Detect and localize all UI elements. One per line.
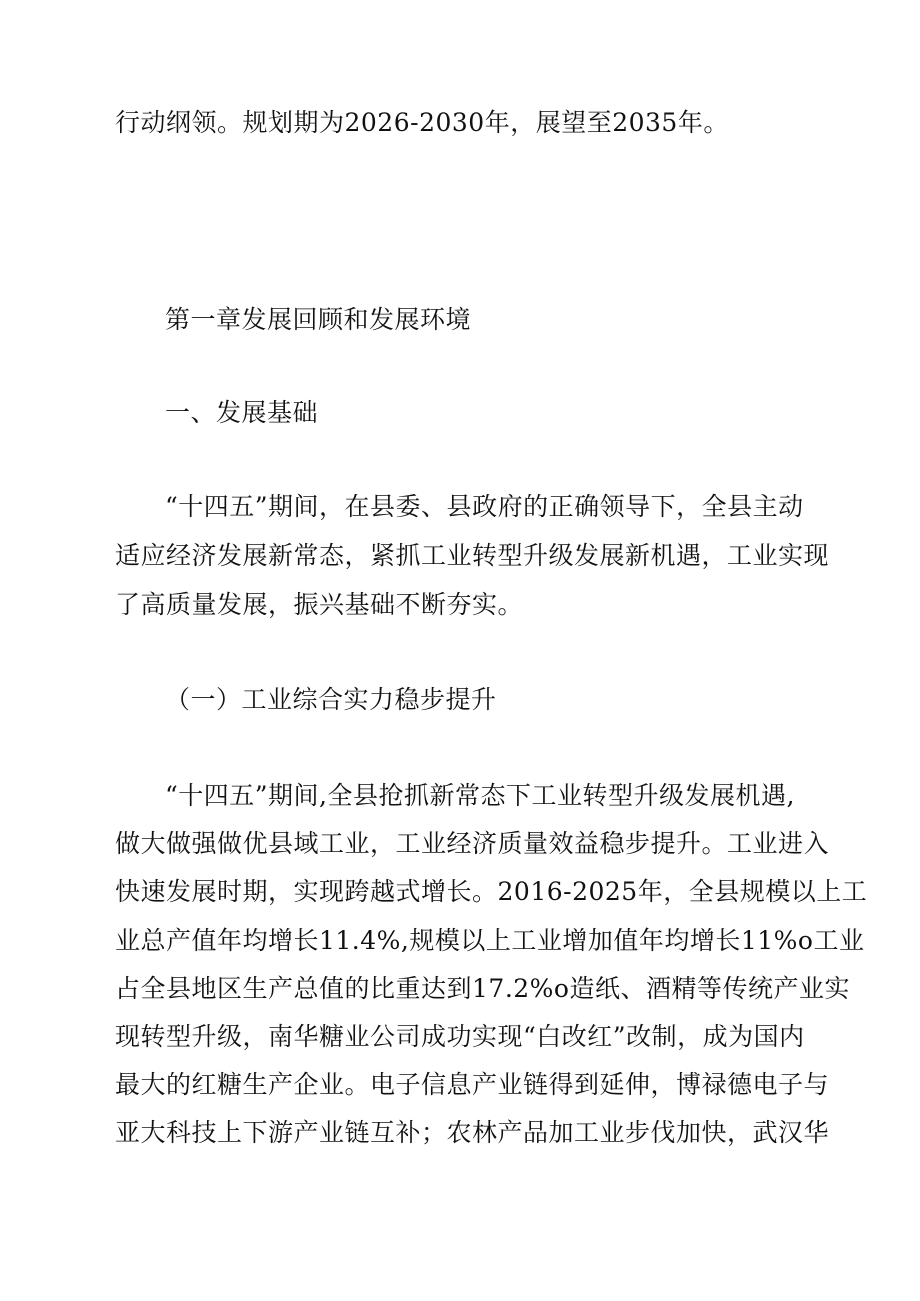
- paragraph-2-line: 做大做强做优县域工业，工业经济质量效益稳步提升。工业进入: [115, 829, 830, 858]
- paragraph-2-line: 业总产值年均增长11.4%,规模以上工业增加值年均增长11%o工业: [115, 926, 865, 955]
- paragraph-2-line: 现转型升级，南华糖业公司成功实现“白改红”改制，成为国内: [115, 1022, 805, 1051]
- subsection-title: （一）工业综合实力稳步提升: [165, 685, 497, 714]
- paragraph-2-line: 最大的红糖生产企业。电子信息产业链得到延伸，博禄德电子与: [115, 1070, 830, 1099]
- paragraph-2-line: 亚大科技上下游产业链互补；农林产品加工业步伐加快，武汉华: [115, 1118, 830, 1147]
- chapter-title: 第一章发展回顾和发展环境: [165, 305, 472, 334]
- paragraph-1-line: 了高质量发展，振兴基础不断夯实。: [115, 590, 524, 619]
- paragraph-1-line: “十四五”期间，在县委、县政府的正确领导下，全县主动: [165, 492, 804, 521]
- intro-line: 行动纲领。规划期为2026-2030年，展望至2035年。: [115, 108, 729, 137]
- section-title: 一、发展基础: [165, 398, 319, 427]
- paragraph-2-line: 快速发展时期，实现跨越式增长。2016-2025年，全县规模以上工: [115, 877, 868, 906]
- paragraph-2-line: “十四五”期间,全县抢抓新常态下工业转型升级发展机遇,: [165, 781, 795, 810]
- paragraph-2-line: 占全县地区生产总值的比重达到17.2%o造纸、酒精等传统产业实: [115, 974, 850, 1003]
- paragraph-1-line: 适应经济发展新常态，紧抓工业转型升级发展新机遇，工业实现: [115, 541, 830, 570]
